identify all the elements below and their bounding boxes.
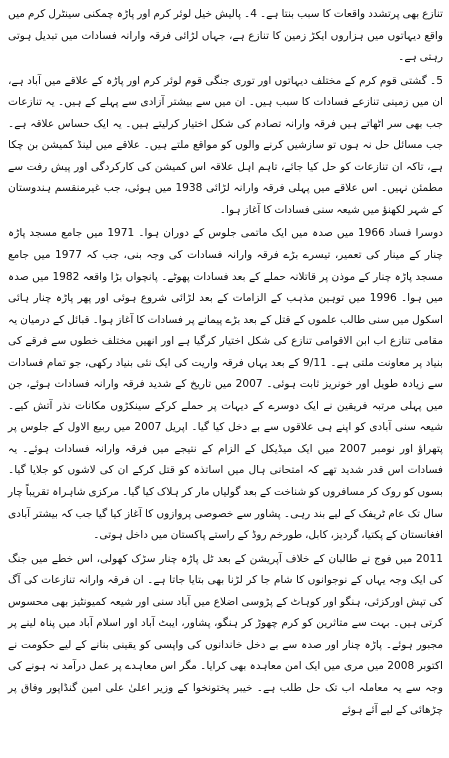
article-paragraph: 5۔ گشتی قوم کرم کے مختلف دیہاتوں اور توری جنگی قوم لوئر کرم اور پاڑہ کے علاقے میں آباد ہے، ان میں زمینی تنازعے فسادات کا سبب ہیں۔ ان میں سے بیشتر آزادی سے پہلے کے ہیں۔ یہ تنازعات جب بھی سر اٹھاتے ہیں فرقہ وارانہ تصادم کی شکل اختیار کرلیتے ہیں۔ یہ ایک حساس علاقہ ہے۔ جب مسائل حل نہ ہوں تو سازشیں کرنے والوں کو مواقع ملتے ہیں۔ علاقے میں لینڈ کمیشن بن چکا ہے، تاکہ ان تنازعات کو حل کیا جائے، تاہم اہل علاقہ اس کمیشن کی کارکردگی اور پیش رفت سے مطمئن نہیں۔ اس علاقے میں پہلی فرقہ وارانہ لڑائی 1938 میں ہوئی، جب غیرمنقسم ہندوستان کے شہر لکھنؤ میں شیعہ سنی فسادات کا آغاز ہوا۔ bbox=[8, 74, 443, 216]
article-paragraph: تنازع بھی پرتشدد واقعات کا سبب بنتا ہے۔ 4۔ پالیش خیل لوئر کرم اور پاڑہ چمکنی سینٹرل کرم میں واقع دیہاتوں میں ہزاروں ایکڑ زمین کا تنازع ہے، جہاں لڑائی فرقہ وارانہ فسادات میں تبدیل ہوتی رہتی ہے۔ bbox=[8, 8, 443, 64]
article-paragraph: 2011 میں فوج نے طالبان کے خلاف آپریشن کے بعد ٹل پاڑہ چنار سڑک کھولی، اس خطے میں جنگ کی ایک وجہ یہاں کے نوجوانوں کا شام جا کر لڑنا بھی بتایا جاتا ہے۔ ان فرقہ وارانہ تنازعات کی آگ کی تپش اورکزئی، ہنگو اور کوہاٹ کے پڑوسی اضلاع میں آباد سنی اور شیعہ کمیونٹیز بھی محسوس کرتی ہیں۔ بہت سے متاثرین کو کرم چھوڑ کر ہنگو، پشاور، ایبٹ آباد اور اسلام آباد میں پناہ لینے پر مجبور ہوئے۔ پاڑہ چنار اور صدہ سے بے دخل خاندانوں کی واپسی کو یقینی بنانے کے لیے حکومت نے اکتوبر 2008 میں مری میں ایک امن معاہدہ بھی کرایا۔ مگر اس معاہدے پر عمل درآمد نہ ہونے کی وجہ سے یہ معاملہ اب تک حل طلب ہے۔ خیبر پختونخوا کے وزیر اعلیٰ علی امین گنڈاپور وفاق پر چڑھائی کے لیے آئے ہوئے bbox=[8, 552, 443, 716]
article-paragraph: دوسرا فساد 1966 میں صدہ میں ایک ماتمی جلوس کے دوران ہوا۔ 1971 میں جامع مسجد پاڑہ چنار کے مینار کی تعمیر، تیسرے بڑے فرقہ وارانہ فسادات کی وجہ بنی، جب کہ 1977 میں جامع مسجد پاڑہ چنار کے موذن پر قاتلانہ حملے کے بعد فسادات پھوٹے۔ پانچواں بڑا واقعہ 1982 میں صدہ میں ہوا۔ 1996 میں توہین مذہب کے الزامات کے بعد لڑائی شروع ہوئی اور پھر پاڑہ چنار ہائی اسکول میں سنی طالب علموں کے قتل کے بعد بڑے پیمانے پر فسادات کا آغاز ہوا۔ قبائل کے درمیان یہ مقامی تنازع اب ابن الاقوامی تنازع کی شکل اختیار کرگیا ہے اور انھیں مختلف خطوں سے فرقے کی بنیاد پر معاونت ملتی ہے۔ 9/11 کے بعد یہاں فرقہ واریت کی ایک نئی بنیاد رکھی، جو تمام فسادات سے زیادہ طویل اور خونریز ثابت ہوئی۔ 2007 میں تاریخ کے شدید فرقہ وارانہ فسادات ہوئے، جن میں پہلی مرتبہ فریقین نے ایک دوسرے کے دیہات پر حملے کرکے سینکڑوں مکانات نذر آتش کیے۔ شیعہ سنی آبادی کو اپنے ہی علاقوں سے بے دخل کیا گیا۔ اپریل 2007 میں ربیع الاول کے جلوس پر پتھراؤ اور نومبر 2007 میں ایک میڈیکل کے الزام کے نتیجے میں فرقہ وارانہ فسادات ہوئے۔ یہ فسادات اس قدر شدید تھے کہ امتحانی ہال میں اساتذہ کو قتل کرکے ان کی لاشوں کو جلایا گیا۔ بسوں کو روک کر مسافروں کو شناخت کے بعد گولیاں مار کر ہلاک کیا گیا۔ مرکزی شاہراہ تقریباً چار سال تک عام ٹریفک کے لیے بند رہی۔ پشاور سے خصوصی پروازوں کا آغاز کیا گیا جب کہ بیشتر آبادی افغانستان کے پکتیا، گردیز، کابل، طورخم روڈ کے راستے پاکستان میں داخل ہوتی۔ bbox=[8, 227, 444, 542]
